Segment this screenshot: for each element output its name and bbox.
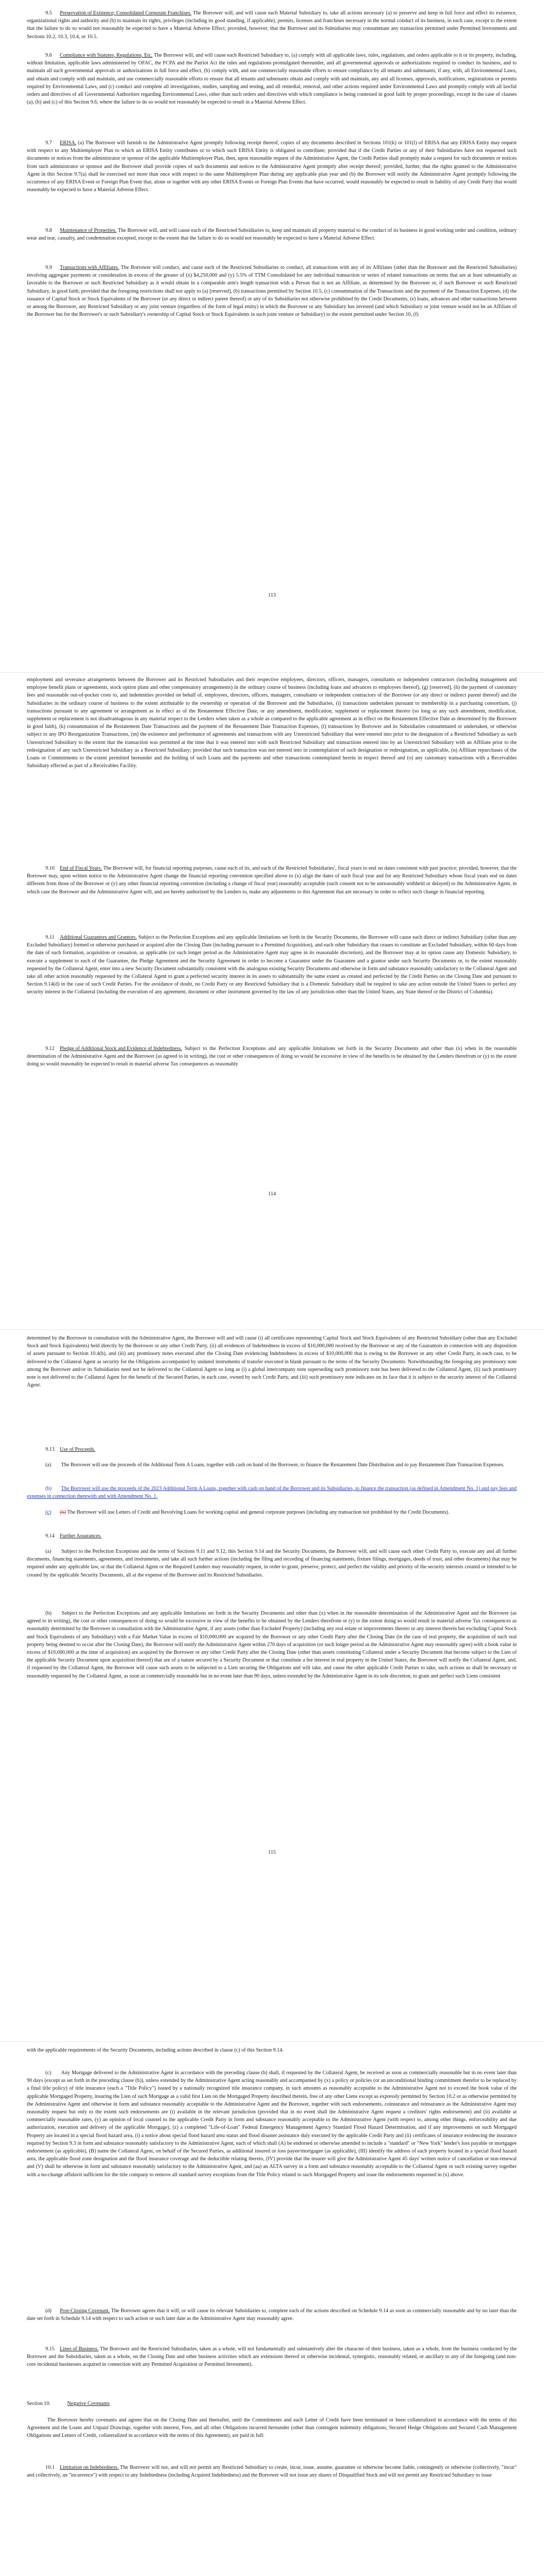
heading: Maintenance of Properties. bbox=[60, 228, 117, 233]
heading: End of Fiscal Years. bbox=[60, 866, 102, 871]
heading: Additional Guarantors and Grantors. bbox=[60, 935, 137, 940]
section-9-14-heading: 9.14 Further Assurances. bbox=[45, 1533, 102, 1539]
section-9-6: 9.6 Compliance with Statutes, Regulations, Etc. The Borrower will, and will cause each Restricted Subsidiary to, (a) comply with all applicable laws, rules, regulations, and orders applicable to it or its property, including, without limitation, applicable laws administered by OFAC, the FCPA and the Patriot Act the rules and regulations promulgated thereunder, and all governmental approvals or authorizations required to conduct its business, and to maintain all such governmental approvals or authorizations in full force and effect, (b) comply with, and use commercially reasonable efforts to ensure compliance by all tenants and subtenants, if any, with, all Environmental Laws, and obtain and comply with and maintain, and use commercially reasonable efforts to ensure that all tenants and subtenants obtain and comply with and maintain, any and all licenses, approvals, notifications, registrations or permits required by Environmental Laws, and (c) conduct and complete all investigations, studies, sampling and testing, and all remedial, removal, and other actions required under Environmental Laws and promptly comply with all lawful orders and directives of all Governmental Authorities regarding Environmental Laws, other than such orders and directives with which compliance is being contested in good faith by proper proceedings, except in the case of clauses (a), (b) and (c) of this Section 9.6, where the failure to do so would not reasonably be expected to result in a Material Adverse Effect. bbox=[27, 53, 517, 106]
page-number: 114 bbox=[268, 1191, 276, 1197]
heading: ERISA. bbox=[60, 140, 76, 146]
affiliate-continuation: employment and severance arrangements between the Borrower and its Restricted Subsidiaries and their respective employees, directors, officers, managers, consultants or independent contractors (including management and employee benefit plans or agreements, stock option plans and other compensatory arrangements) in the ordinary course of business (including loans and advances to employees thereof), (g) [reserved], (h) the payment of customary fees and reasonable out-of-pocket costs to, and indemnities provided on behalf of, employees, directors, officers, managers, consultants or independent contractors of the Borrower (or any direct or indirect parent thereof) and the Subsidiaries in the ordinary course of business to the extent attributable to the ownership or operation of the Borrower and the Subsidiaries, (i) transactions undertaken pursuant to membership in a purchasing consortium, (j) transactions pursuant to any agreement or arrangement as in effect as of the Restatement Effective Date, or any amendment, modification, supplement or replacement thereto (so long as any such amendment, modification, supplement or replacement is not disadvantageous in any material respect to the Lenders when taken as a whole as compared to the applicable agreement as in effect on the Restatement Effective Date as determined by the Borrower in good faith), (k) consummation of the Restatement Date Transactions and the payment of the Restatement Date Transaction Expenses, (l) transactions by Borrower and its Subsidiaries consummated or undertaken, or otherwise subject to any IPO Reorganization Transactions, (m) the existence and performance of agreements and transactions with any Unrestricted Subsidiary that were entered into prior to the designation of a Restricted Subsidiary as such Unrestricted Subsidiary to the extent that the transaction was permitted at the time that it was entered into with such Restricted Subsidiary and transactions entered into by an Unrestricted Subsidiary with an Affiliate prior to the redesignation of any such Unrestricted Subsidiary as a Restricted Subsidiary; provided that such transaction was not entered into in contemplation of such designation or redesignation, as applicable, (n) Affiliate repurchases of the Loans or Commitments to the extent permitted hereunder and the holding of such Loans and the payments and other transactions contemplated herein in respect thereof and (o) any customary transactions with a Receivables Subsidiary effected as part of a Receivables Facility. bbox=[27, 677, 517, 769]
section-9-8: 9.8 Maintenance of Properties. The Borrower will, and will cause each of the Restricted Subsidiaries to, keep and maintain all property material to the conduct of its business in good working order and condition, ordinary wear and tear, casualty, and condemnation excepted, except to the extent that the failure to do so would not reasonably be expected to have a Material Adverse Effect. bbox=[27, 228, 517, 242]
heading: Lines of Business. bbox=[60, 2346, 98, 2352]
section-9-9: 9.9 Transactions with Affiliates. The Borrower will conduct, and cause each of the Restricted Subsidiaries to conduct, all transactions with any of its Affiliates (other than the Borrower and the Restricted Subsidiaries) involving aggregate payments or consideration in excess of the greater of (x) $4,250,000 and (y) 5.5% of TTM Consolidated for any individual transaction or series of related transactions on terms that are at least substantially as favorable to the Borrower or such Restricted Subsidiary as it would obtain in a comparable arm's length transaction with a Person that is not an Affiliate, as determined by the Borrower or, if such Borrower or such Restricted Subsidiary, in good faith; provided that the foregoing restrictions shall not apply to (a) [reserved], (b) transactions permitted by Section 10.5, (c) consummation of the Transactions and the payment of the Transaction Expenses, (d) the issuance of Capital Stock or Stock Equivalents of the Borrower (or any direct or indirect parent thereof) or any of its Subsidiaries not otherwise prohibited by the Credit Documents, (e) loans, advances and other transactions between or among the Borrower, any Restricted Subsidiary or any joint venture (regardless of the form of legal entity) in which the Borrower or any Subsidiary has invested (and which Subsidiary or joint venture would not be an Affiliate of the Borrower but for the Borrower's or such Subsidiary's ownership of Capital Stock or Stock Equivalents in such joint venture or Subsidiary) to the extent permitted under Section 10, (f) bbox=[27, 265, 517, 318]
section-9-5: 9.5 Preservation of Existence; Consolidated Corporate Franchises. The Borrower will, and will cause each Material Subsidiary to, take all actions necessary (a) to preserve and keep in full force and effect its existence, organizational rights and authority and (b) to maintain its rights, privileges (including its good standing, if applicable), permits, licenses and franchises necessary in the normal conduct of its business, in each case, except to the extent that the failure to do so would not reasonably be expected to have a Material Adverse Effect; provided, however, that the Borrower and its Subsidiaries may consummate any transaction permitted under Permitted Investments and Sections 10.2, 10.3, 10.4, or 10.5. bbox=[27, 10, 517, 40]
further-assurances-c: (c) Any Mortgage delivered to the Administrative Agent in accordance with the preceding clause (b) shall, if requested by the Collateral Agent, be received as soon as commercially reasonable but in no event later than 90 days (except as set forth in the preceding clause (b)), unless extended by the Administrative Agent acting reasonably and accompanied by (x) a policy or policies (or an unconditional binding commitment therefor to be replaced by a final title policy) of title insurance (each a "Title Policy") issued by a nationally recognized title insurance company, in such amounts as reasonably acceptable to the Administrative Agent not to exceed the book value of the applicable Mortgaged Property, insuring the Lien of such Mortgage as a valid first Lien on the Mortgaged Property described therein, free of any other Liens except as expressly permitted by Section 10.2 or as otherwise permitted by the Administrative Agent and otherwise in form and substance reasonably acceptable to the Administrative Agent and the Borrower, together with such endorsements, coinsurance and reinsurance as the Administrative Agent may reasonably request but only to the extent such endorsements are (i) available in the relevant jurisdiction (provided that in no event shall the Administrative Agent request a creditors' rights endorsement) and (ii) available at commercially reasonable rates, (y) an opinion of local counsel to the applicable Credit Party in form and substance reasonably acceptable to the Administrative Agent (with respect to, among other things, enforceability and due authorization, execution and delivery of the applicable Mortgage), (z) a completed "Life-of-Loan" Federal Emergency Management Agency Standard Flood Hazard Determination, and if any improvements on such Mortgaged Property are located in a special flood hazard area, (i) a notice about special flood hazard area status and flood disaster assistance duly executed by the applicable Credit Party and (ii) certificates of insurance evidencing the insurance required by Section 9.3 in form and substance reasonably satisfactory to the Administrative Agent, each of which shall (A) be endorsed or otherwise amended to include a "standard" or "New York" lender's loss payable or mortgagee endorsement (as applicable), (B) name the Collateral Agent, on behalf of the Secured Parties, as additional insured or loss payee/mortgagee (as applicable), (III) identify the address of each property located in a special flood hazard area, the applicable flood zone designation and the flood insurance coverage and the deductible relating thereto, (IV) provide that the insurer will give the Administrative Agent 45 days' written notice of cancellation or non-renewal and (V) shall be otherwise in form and substance reasonably satisfactory to the Administrative Agent, and (aa) an ALTA survey in a form and substance reasonably acceptable to the Collateral Agent or such existing survey together with a no-change affidavit sufficient for the title company to remove all standard survey exceptions from the Title Policy related to such Mortgaged Property and issue the endorsements requested in (x) above. bbox=[27, 2070, 517, 2178]
deleted-label: (b) bbox=[60, 1510, 66, 1515]
section-9-15: 9.15 Lines of Business. The Borrower and the Restricted Subsidiaries, taken as a whole, will not fundamentally and substantively alter the character of their business, taken as a whole, from the business conducted by the Borrower and the Subsidiaries, taken as a whole, on the Closing Date and other business activities which are extensions thereof or otherwise incidental, synergistic, reasonably related, or ancillary to any of the foregoing (and non-core incidental businesses acquired in connection with any Permitted Acquisition or Permitted Investment). bbox=[27, 2346, 517, 2368]
heading: Transactions with Affiliates. bbox=[60, 265, 120, 270]
section-9-7: 9.7 ERISA. (a) The Borrower will furnish to the Administrative Agent promptly following receipt thereof, copies of any documents described in Sections 101(k) or 101(l) of ERISA that any ERISA Entity may request with respect to any Multiemployer Plan to which an ERISA Entity contributes or to which such ERISA Entity is obligated to contribute; provided that if the Credit Parties or any of their Subsidiaries have not requested such documents or notices from the administrator or sponsor of the applicable Multiemployer Plan, then, upon reasonable request of the Administrative Agent, the Credit Parties shall promptly make a request for such documents or notices from such administrator or sponsor and the Borrower shall provide copies of such documents and notices to the Administrative Agent promptly after receipt thereof; provided, further, that the rights granted to the Administrative Agent in this Section 9.7(a) shall be exercised not more than once with respect to the same Multiemployer Plan during any applicable plan year and (b) the Borrower will notify the Administrative Agent promptly following the occurrence of any ERISA Event or Foreign Plan Event that, alone or together with any other ERISA Events or Foreign Plan Events that have occurred, would reasonably be expected to result in liability of any Credit Party that would reasonably be expected to have a Material Adverse Effect. bbox=[27, 140, 517, 193]
page-separator bbox=[0, 2041, 544, 2042]
section-9-11: 9.11 Additional Guarantors and Grantors. Subject to the Perfection Exceptions and any applicable limitations set forth in the Security Documents, the Borrower will cause each direct or indirect Subsidiary (other than any Excluded Subsidiary) formed or otherwise purchased or acquired after the Closing Date (including pursuant to a Permitted Acquisition), and each other Subsidiary that ceases to constitute an Excluded Subsidiary, within 60 days from the date of such formation, acquisition or cessation, as applicable (or such longer period as the Administrative Agent may agree in its reasonable discretion), and the Borrower may at its option cause any Domestic Subsidiary, to execute a supplement to each of the Guarantee, the Pledge Agreement and the Security Agreement in order to become a Guarantor under the Guarantee and a grantor under such Security Documents or, to the extent reasonably requested by the Collateral Agent, enter into a new Security Document substantially consistent with the analogous existing Security Documents and otherwise in form and substance reasonably satisfactory to the Collateral Agent and take all other action reasonably requested by the Collateral Agent to grant a perfected security interest in its assets to substantially the same extent as created and perfected by the Credit Parties on the Closing Date and pursuant to Section 9.14(d) in the case of such Credit Parties. For the avoidance of doubt, no Credit Party or any Restricted Subsidiary that is a Domestic Subsidiary shall be required to take any action outside the United States to perfect any security interest in the Collateral (including the execution of any agreement, document or other instrument governed by the law of any jurisdiction other than the United States, any State thereof or the District of Columbia). bbox=[27, 935, 517, 995]
further-assurances-continuation: with the applicable requirements of the Security Documents, including actions described in clause (c) of this Section 9.14. bbox=[27, 2047, 284, 2053]
heading: Pledge of Additional Stock and Evidence of Indebtedness. bbox=[60, 1046, 183, 1052]
use-of-proceeds-a: (a) The Borrower will use the proceeds of the Additional Term A Loans, together with cash on hand of the Borrower, to finance the Restatement Date Distribution and to pay Restatement Date Transaction Expenses. bbox=[45, 1462, 504, 1468]
heading: Limitation on Indebtedness. bbox=[60, 2465, 119, 2470]
heading: Use of Proceeds. bbox=[60, 1447, 95, 1452]
page-number: 113 bbox=[268, 592, 276, 598]
use-of-proceeds-b-inserted: (b) The Borrower will use the proceeds of the 2023 Additional Term A Loans, together with cash on hand of the Borrower and its Subsidiaries, to finance the transaction (as defined in Amendment No. 1) and pay fees and expenses in connection therewith and with Amendment No. 1. bbox=[27, 1486, 517, 1500]
page-separator bbox=[0, 672, 544, 673]
section-10-1: 10.1 Limitation on Indebtedness. The Borrower will not, and will not permit any Restricted Subsidiary to create, incur, issue, assume, guarantee or otherwise become liable, contingently or otherwise (collectively, "incur" and collectively, an "incurrence") with respect to any Indebtedness (including Acquired Indebtedness) and the Borrower will not issue any shares of Disqualified Stock and will not permit any Restricted Subsidiary to issue bbox=[27, 2465, 517, 2479]
further-assurances-b: (b) Subject to the Perfection Exceptions and any applicable limitations set forth in the Security Documents and other than (x) when in the reasonable determination of the Administrative Agent and the Borrower (as agreed to in writing), the cost or other consequences of doing so would be excessive in view of the benefits to be obtained by the Lenders therefrom or (y) to the extent doing so would result in material adverse Tax consequences as reasonably determined by the Borrower in consultation with the Administrative Agent, if any assets (other than Excluded Property) (including any real estate or improvements thereto or any interest therein but excluding Capital Stock and Stock Equivalents of any Subsidiary) with a Fair Market Value in excess of $10,000,000 are acquired by the Borrower or any other Credit Party after the Closing Date (in the case of real property, the acquisition of such real property being deemed to occur after the Closing Date), the Borrower will notify the Administrative Agent within 270 days of acquisition (or such longer period as the Administrative Agent may reasonably agree) with a book value in excess of $10,000,000 at the time of acquisition) are acquired by the Borrower or any other Credit Party after the Closing Date (other than assets constituting Collateral under a Security Document that become subject to the Lien of the applicable Security Document upon acquisition thereof) that are of a nature secured by a Security Document or that constitute a fee interest in real property in the United States, the Borrower will notify the Collateral Agent, and, if requested by the Collateral Agent, the Borrower will cause such assets to be subjected to a Lien securing the Obligations and will take, and cause the other applicable Credit Parties to take, such actions as shall be necessary or reasonably requested by the Collateral Agent, as soon as commercially reasonable but in no event later than 90 days, unless extended by the Administrative Agent in its sole discretion, to grant and perfect such Liens consistent bbox=[27, 1611, 517, 1679]
section-10-title: Negative Covenants bbox=[67, 2401, 110, 2406]
section-9-10: 9.10 End of Fiscal Years. The Borrower will, for financial reporting purposes, cause each of its, and each of the Restricted Subsidiaries', fiscal years to end on dates consistent with past practice; provided, however, that the Borrower may, upon written notice to the Administrative Agent change the financial reporting convention specified above to (x) align the dates of such fiscal year and for any Restricted Subsidiary whose fiscal years end on dates different from those of the Borrower or (y) any other financial reporting convention (including a change of fiscal year) reasonably acceptable (such consent not to be unreasonably withheld or delayed) to the Administrative Agent, in which case the Borrower and the Administrative Agent will, and are hereby authorized by the Lenders to, make any adjustments to this Agreement that are necessary in order to reflect such change in financial reporting. bbox=[27, 866, 517, 895]
heading: Preservation of Existence; Consolidated Corporate Franchises. bbox=[60, 10, 192, 16]
further-assurances-a: (a) Subject to the Perfection Exceptions and the terms of Sections 9.11 and 9.12, this Section 9.14 and the Security Documents, the Borrower will, and will cause each other Credit Party to, execute any and all further documents, financing statements, agreements, and instruments, and take all such further actions (including the filing and recording of financing statements, fixture filings, mortgages, deeds of trust, and other documents) that may be required under any applicable law, or that the Collateral Agent or the Required Lenders may reasonably request, in order to grant, preserve, protect, and perfect the validity and priority of the security interests created or intended to be created by the applicable Security Documents, all at the expense of the Borrower and its Restricted Subsidiaries. bbox=[27, 1549, 517, 1578]
pledge-continuation: determined by the Borrower in consultation with the Administrative Agent, the Borrower will and will cause (i) all certificates representing Capital Stock and Stock Equivalents of any Restricted Subsidiary (other than any Excluded Stock and Stock Equivalents) held directly by the Borrower or any other Credit Party, (ii) all evidences of Indebtedness in excess of $10,000,000 received by the Borrower or any of the Guarantors in connection with any disposition of assets pursuant to Section 10.4(b), and (iii) any promissory notes executed after the Closing Date evidencing Indebtedness in excess of $10,000,000 that is owing to the Borrower or any other Credit Party, in each case, to be delivered to the Collateral Agent as security for the Obligations accompanied by undated instruments of transfer executed in blank pursuant to the terms of the Security Documents. Notwithstanding the foregoing any promissory note among the Borrower and/or its Subsidiaries need not be delivered to the Collateral Agent so long as (i) a global intercompany note superseding such promissory note has been delivered to the Collateral Agent, (ii) such promissory note is not delivered to the Collateral Agent for the benefit of the Secured Parties, in each case, owned by such Credit Party, and (iii) such promissory note indicates on its face that it is subject to the security interest of the Collateral Agent. bbox=[27, 1335, 517, 1388]
section-9-12: 9.12 Pledge of Additional Stock and Evidence of Indebtedness. Subject to the Perfection Exceptions and any applicable limitations set forth in the Security Documents and other than (x) when in the reasonable determination of the Administrative Agent and the Borrower (as agreed to in writing), the cost or other consequences of doing so would be excessive in view of the benefits to be obtained by the Lenders therefrom or (y) to the extent doing so would reasonably be expected to result in material adverse Tax consequences as reasonably bbox=[27, 1046, 517, 1067]
heading: Post-Closing Covenant. bbox=[60, 2308, 110, 2314]
page-number: 115 bbox=[268, 1850, 276, 1855]
use-of-proceeds-c: (c) (b) The Borrower will use Letters of Credit and Revolving Loans for working capital and general corporate purposes (including any transaction not prohibited by the Credit Documents). bbox=[45, 1510, 450, 1515]
section-9-13-heading: 9.13 Use of Proceeds. bbox=[45, 1447, 95, 1452]
section-10-heading: Section 10. Negative Covenants bbox=[27, 2401, 110, 2406]
heading: Compliance with Statutes, Regulations, Etc. bbox=[60, 53, 153, 58]
page-separator bbox=[0, 1329, 544, 1330]
heading: Further Assurances. bbox=[60, 1533, 102, 1539]
negative-covenants-intro: The Borrower hereby covenants and agrees that on the Closing Date and thereafter, until the Commitments and each Letter of Credit have been terminated or been collateralized in accordance with the terms of this Agreement and the Loans and Unpaid Drawings, together with interest, Fees, and all other Obligations incurred hereunder (other than contingent indemnity obligations, Secured Hedge Obligations and Secured Cash Management Obligations and Letters of Credit, collateralized in accordance with the terms of this Agreement), are paid in full: bbox=[27, 2417, 517, 2439]
post-closing-covenant: (d) Post-Closing Covenant. The Borrower agrees that it will, or will cause its relevant Subsidiaries to, complete each of the actions described on Schedule 9.14 as soon as commercially reasonable and by no later than the date set forth in Schedule 9.14 with respect to such action or such later date as the Administrative Agent may reasonably agree. bbox=[27, 2308, 517, 2322]
